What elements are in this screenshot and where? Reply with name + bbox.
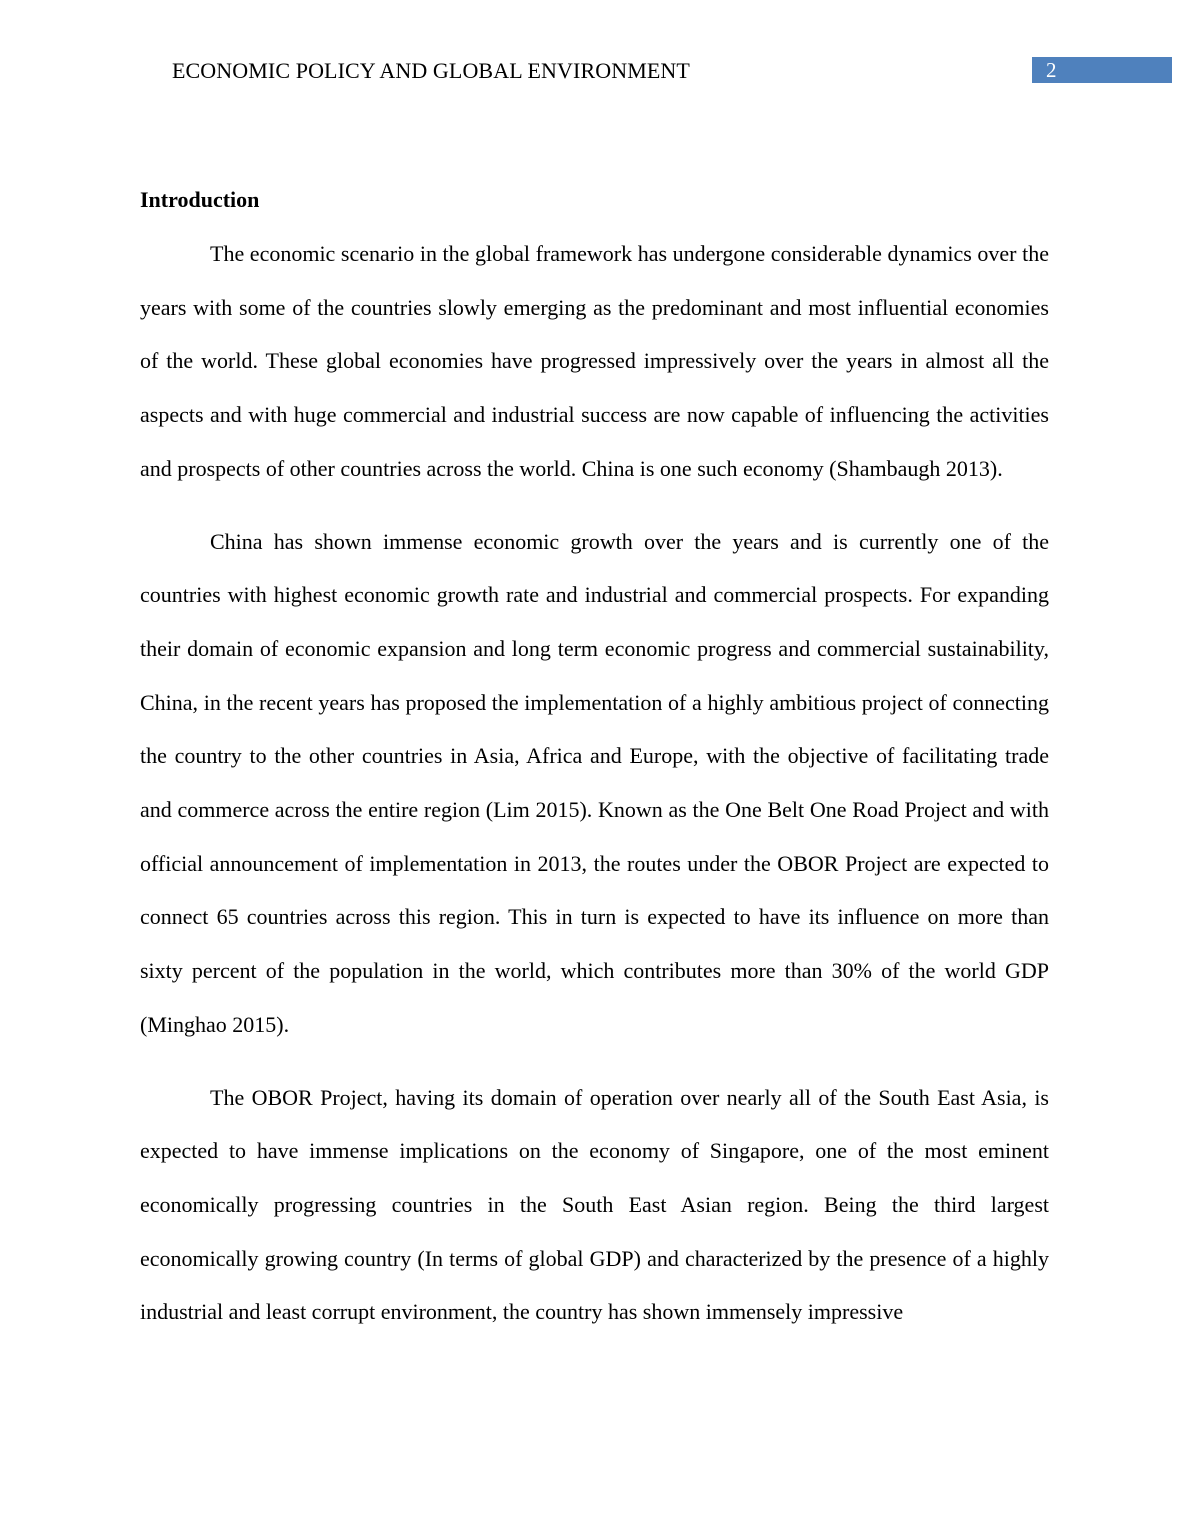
paragraph-3: The OBOR Project, having its domain of operation over nearly all of the South East Asia, is expected to have immense implications on the economy of Singapore, one of the most eminent economically progressing countries in the South East Asian region. Being the third largest economically growing country (In terms of global GDP) and characterized by the presence of a highly industrial and least corrupt environment, the country has shown immensely impressive bbox=[140, 1084, 1049, 1325]
paragraph-2: China has shown immense economic growth over the years and is currently one of the countries with highest economic growth rate and industrial and commercial prospects. For expanding their domain of economic expansion and long term economic progress and commercial sustainability, China, in the recent years has proposed the implementation of a highly ambitious project of connecting the country to the other countries in Asia, Africa and Europe, with the objective of facilitating trade and commerce across the entire region (Lim 2015). Known as the One Belt One Road Project and with official announcement of implementation in 2013, the routes under the OBOR Project are expected to connect 65 countries across this region. This in turn is expected to have its influence on more than sixty percent of the population in the world, which contributes more than 30% of the world GDP (Minghao 2015). bbox=[140, 528, 1049, 1037]
paragraph-1: The economic scenario in the global framework has undergone considerable dynamics over the years with some of the countries slowly emerging as the predominant and most influential economies of the world. These global economies have progressed impressively over the years in almost all the aspects and with huge commercial and industrial success are now capable of influencing the activities and prospects of other countries across the world. China is one such economy (Shambaugh 2013). bbox=[140, 241, 1049, 481]
section-heading-introduction: Introduction bbox=[140, 187, 260, 212]
page-number: 2 bbox=[1032, 57, 1172, 83]
document-body bbox=[140, 186, 1049, 1358]
running-head: ECONOMIC POLICY AND GLOBAL ENVIRONMENT bbox=[172, 58, 690, 83]
